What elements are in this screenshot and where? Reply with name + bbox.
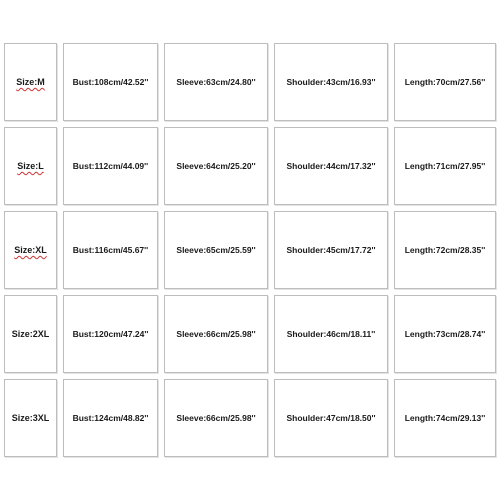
- size-cell: [4, 211, 57, 289]
- shoulder-cell: Shoulder:45cm/17.72'': [274, 211, 388, 289]
- shoulder-cell: Shoulder:44cm/17.32'': [274, 127, 388, 205]
- size-cell: [4, 127, 57, 205]
- bust-cell: Bust:108cm/42.52'': [63, 43, 158, 121]
- length-cell: Length:71cm/27.95'': [394, 127, 496, 205]
- bust-cell: Bust:120cm/47.24'': [63, 295, 158, 373]
- length-cell: Length:73cm/28.74'': [394, 295, 496, 373]
- shoulder-cell: Shoulder:47cm/18.50'': [274, 379, 388, 457]
- shoulder-cell: Shoulder:46cm/18.11'': [274, 295, 388, 373]
- size-label: Size:3XL: [11, 413, 50, 423]
- shoulder-cell: Shoulder:43cm/16.93'': [274, 43, 388, 121]
- sleeve-cell: Sleeve:66cm/25.98'': [164, 295, 268, 373]
- size-chart-grid: [4, 43, 496, 457]
- length-cell: Length:70cm/27.56'': [394, 43, 496, 121]
- sleeve-cell: Sleeve:64cm/25.20'': [164, 127, 268, 205]
- sleeve-cell: Sleeve:66cm/25.98'': [164, 379, 268, 457]
- size-label: Size:L: [17, 161, 44, 171]
- size-label: Size:M: [16, 77, 45, 87]
- length-cell: Length:74cm/29.13'': [394, 379, 496, 457]
- size-cell: [4, 379, 57, 457]
- size-cell: [4, 43, 57, 121]
- size-label: Size:XL: [14, 245, 47, 255]
- bust-cell: Bust:124cm/48.82'': [63, 379, 158, 457]
- size-cell: [4, 295, 57, 373]
- sleeve-cell: Sleeve:65cm/25.59'': [164, 211, 268, 289]
- bust-cell: Bust:112cm/44.09'': [63, 127, 158, 205]
- bust-cell: Bust:116cm/45.67'': [63, 211, 158, 289]
- sleeve-cell: Sleeve:63cm/24.80'': [164, 43, 268, 121]
- size-label: Size:2XL: [11, 329, 50, 339]
- length-cell: Length:72cm/28.35'': [394, 211, 496, 289]
